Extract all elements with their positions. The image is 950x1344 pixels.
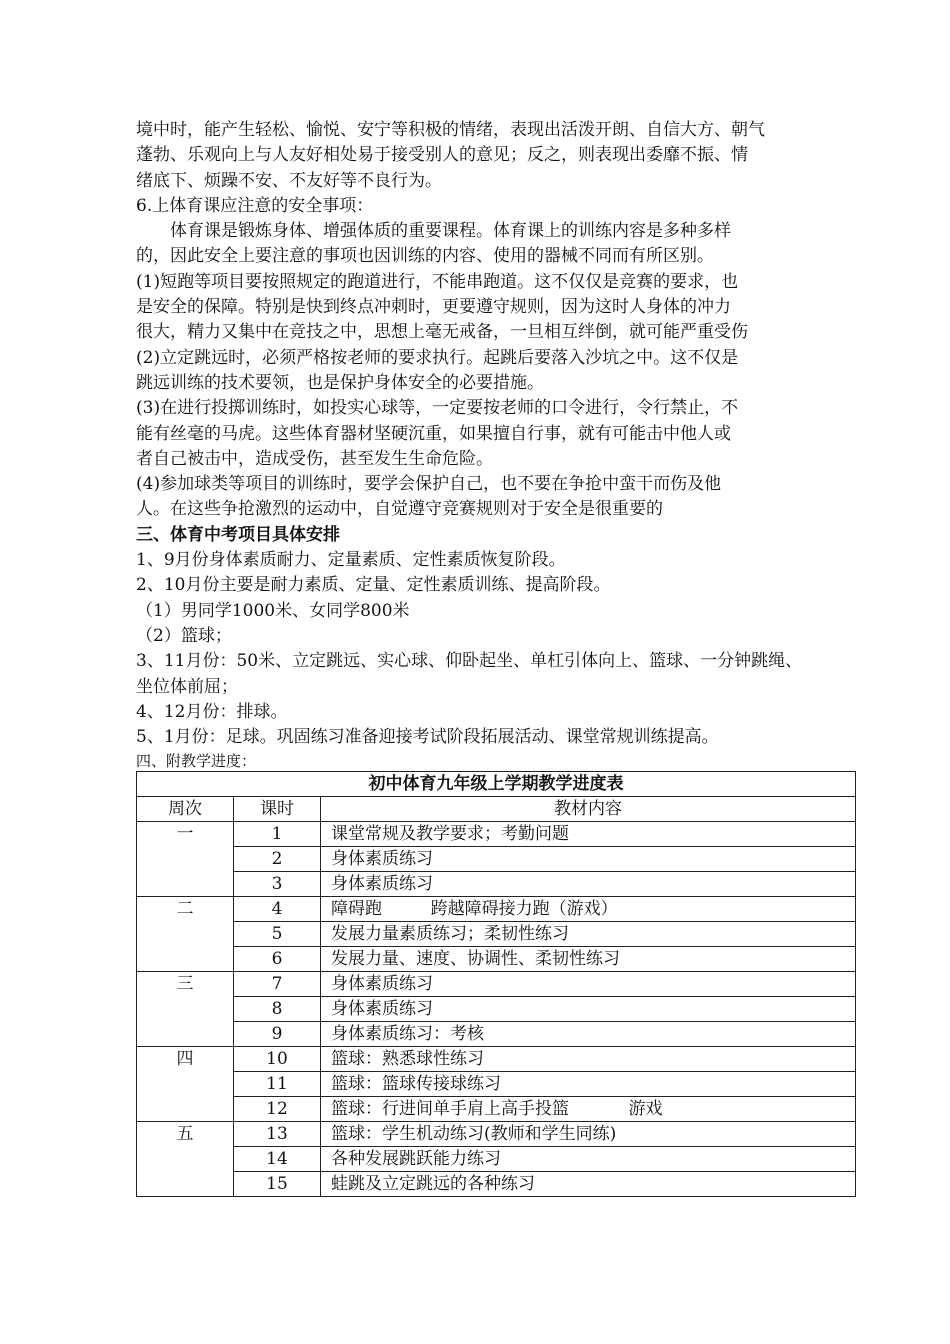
content-cell: 身体素质练习 [321, 872, 856, 897]
paragraph-line: (4)参加球类等项目的训练时，要学会保护自己，也不要在争抢中蛮干而伤及他 [136, 474, 722, 495]
lesson-cell: 2 [234, 847, 321, 872]
content-cell: 身体素质练习 [321, 972, 856, 997]
plan-item: 坐位体前屈； [136, 676, 238, 697]
content-cell: 篮球：行进间单手肩上高手投篮 游戏 [321, 1097, 856, 1122]
paragraph-line: 能有丝毫的马虎。这些体育器材坚硬沉重，如果擅自行事，就有可能击中他人或 [136, 423, 731, 444]
lesson-cell: 13 [234, 1122, 321, 1147]
table-row [137, 997, 856, 1022]
paragraph-line: (1)短跑等项目要按照规定的跑道进行，不能串跑道。这不仅仅是竞赛的要求，也 [136, 271, 739, 292]
content-cell: 身体素质练习：考核 [321, 1022, 856, 1047]
section-heading-schedule: 四、附教学进度： [136, 752, 257, 771]
table-row [137, 1072, 856, 1097]
lesson-cell: 5 [234, 922, 321, 947]
paragraph-line: 蓬勃、乐观向上与人友好相处易于接受别人的意见；反之，则表现出委靡不振、情 [136, 145, 748, 166]
table-row [137, 897, 856, 922]
plan-item: 5、1月份：足球。巩固练习准备迎接考试阶段拓展活动、课堂常规训练提高。 [136, 727, 719, 748]
paragraph-line: 是安全的保障。特别是快到终点冲刺时，更要遵守规则，因为这时人身体的冲力 [136, 297, 731, 318]
paragraph-line: 者自己被击中，造成受伤，甚至发生生命危险。 [136, 448, 493, 469]
paragraph-line: 的，因此安全上要注意的事项也因训练的内容、使用的器械不同而有所区别。 [136, 246, 714, 267]
lesson-cell: 3 [234, 872, 321, 897]
content-cell: 篮球：学生机动练习(教师和学生同练) [321, 1122, 856, 1147]
lesson-cell: 10 [234, 1047, 321, 1072]
content-cell: 身体素质练习 [321, 847, 856, 872]
table-row [137, 1047, 856, 1072]
header-lesson: 课时 [234, 797, 321, 822]
plan-item: 1、9月份身体素质耐力、定量素质、定性素质恢复阶段。 [136, 550, 566, 571]
week-cell: 二 [137, 897, 234, 972]
content-cell: 身体素质练习 [321, 997, 856, 1022]
content-cell: 篮球：篮球传接球练习 [321, 1072, 856, 1097]
table-row [137, 1122, 856, 1147]
week-cell: 一 [137, 822, 234, 897]
paragraph-line: 绪底下、烦躁不安、不友好等不良行为。 [136, 170, 442, 191]
content-cell: 发展力量、速度、协调性、柔韧性练习 [321, 947, 856, 972]
paragraph-line: (2)立定跳远时，必须严格按老师的要求执行。起跳后要落入沙坑之中。这不仅是 [136, 347, 739, 368]
week-cell: 四 [137, 1047, 234, 1122]
plan-item: 2、10月份主要是耐力素质、定量、定性素质训练、提高阶段。 [136, 575, 611, 596]
paragraph-line: (3)在进行投掷训练时，如投实心球等，一定要按老师的口令进行，令行禁止，不 [136, 398, 739, 419]
table-row [137, 1147, 856, 1172]
lesson-cell: 11 [234, 1072, 321, 1097]
lesson-cell: 12 [234, 1097, 321, 1122]
lesson-cell: 8 [234, 997, 321, 1022]
document-body [136, 118, 816, 772]
week-cell: 五 [137, 1122, 234, 1197]
lesson-cell: 9 [234, 1022, 321, 1047]
lesson-cell: 4 [234, 897, 321, 922]
table-row [137, 822, 856, 847]
teaching-schedule-table [136, 771, 856, 1197]
paragraph-line: 人。在这些争抢激烈的运动中，自觉遵守竞赛规则对于安全是很重要的 [136, 499, 663, 520]
content-cell: 发展力量素质练习；柔韧性练习 [321, 922, 856, 947]
table-row [137, 1022, 856, 1047]
table-row [137, 847, 856, 872]
plan-item: 3、11月份：50米、立定跳远、实心球、仰卧起坐、单杠引体向上、篮球、一分钟跳绳、 [136, 651, 803, 672]
header-content: 教材内容 [321, 797, 856, 822]
lesson-cell: 15 [234, 1172, 321, 1197]
table-row [137, 872, 856, 897]
content-cell: 蛙跳及立定跳远的各种练习 [321, 1172, 856, 1197]
table-title: 初中体育九年级上学期教学进度表 [137, 772, 856, 797]
section-heading-exam-plan: 三、体育中考项目具体安排 [136, 524, 340, 545]
content-cell: 课堂常规及教学要求；考勤问题 [321, 822, 856, 847]
paragraph-line: 体育课是锻炼身体、增强体质的重要课程。体育课上的训练内容是多种多样 [170, 221, 731, 242]
table-row [137, 922, 856, 947]
lesson-cell: 1 [234, 822, 321, 847]
table-header-row [137, 797, 856, 822]
paragraph-line: 很大，精力又集中在竞技之中，思想上毫无戒备，一旦相互绊倒，就可能严重受伤 [136, 322, 748, 343]
content-cell: 障碍跑 跨越障碍接力跑（游戏） [321, 897, 856, 922]
header-week: 周次 [137, 797, 234, 822]
table-row [137, 947, 856, 972]
table-row [137, 972, 856, 997]
lesson-cell: 14 [234, 1147, 321, 1172]
paragraph-line: 跳远训练的技术要领，也是保护身体安全的必要措施。 [136, 372, 544, 393]
week-cell: 三 [137, 972, 234, 1047]
plan-subitem: （1）男同学1000米、女同学800米 [136, 600, 410, 621]
lesson-cell: 6 [234, 947, 321, 972]
content-cell: 各种发展跳跃能力练习 [321, 1147, 856, 1172]
section-heading-safety: 6.上体育课应注意的安全事项： [136, 195, 374, 216]
plan-subitem: （2）篮球； [136, 625, 232, 646]
content-cell: 篮球：熟悉球性练习 [321, 1047, 856, 1072]
table-title-row [137, 772, 856, 797]
table-row [137, 1097, 856, 1122]
lesson-cell: 7 [234, 972, 321, 997]
paragraph-line: 境中时，能产生轻松、愉悦、安宁等积极的情绪，表现出活泼开朗、自信大方、朝气 [136, 120, 765, 140]
plan-item: 4、12月份：排球。 [136, 701, 288, 722]
table-row [137, 1172, 856, 1197]
